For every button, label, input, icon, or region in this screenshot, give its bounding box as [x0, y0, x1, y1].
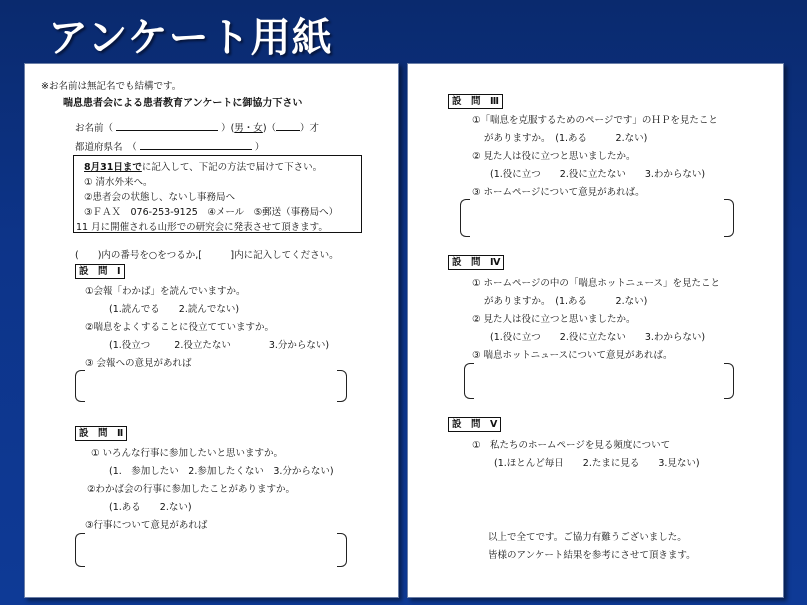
- notice-line-5: 11 月に開催される山形での研究会に発表させて頂きます。: [76, 222, 328, 233]
- q1-item-2: ②喘息をよくすることに役立てていますか。: [85, 322, 275, 333]
- q5-item-1: ① 私たちのホームページを見る頻度について: [472, 440, 671, 451]
- closing-line-1: 以上で全てです。ご協力有難うございました。: [488, 532, 687, 543]
- name-label: お名前（: [75, 123, 114, 134]
- gender-options[interactable]: 男・女: [234, 123, 263, 134]
- question-5-heading: 設 問 Ⅴ: [448, 417, 501, 432]
- age-close: ）才: [300, 123, 320, 134]
- name-close: ）(: [221, 123, 235, 134]
- question-1-heading: 設 問 Ⅰ: [75, 264, 125, 279]
- q2-comment-bracket-right: [337, 533, 347, 567]
- question-4-heading: 設 問 Ⅳ: [448, 255, 504, 270]
- questionnaire-page-right: [407, 63, 784, 598]
- name-field[interactable]: [116, 121, 218, 131]
- instruction: ( )内の番号を○をつるか,[ ]内に記入してください。: [75, 250, 339, 261]
- question-3-heading: 設 問 Ⅲ: [448, 94, 503, 109]
- question-2-heading: 設 問 Ⅱ: [75, 426, 127, 441]
- q1-option-3[interactable]: 3.分からない): [268, 340, 330, 351]
- q1-option-1[interactable]: (1.役立つ: [109, 340, 151, 351]
- q4-item-1-line-2[interactable]: がありますか。 (1.ある 2.ない): [484, 296, 648, 307]
- age-open: )（: [262, 123, 277, 134]
- q1-option-2[interactable]: 2.役立たない: [174, 340, 231, 351]
- notice-line-4: ③ＦＡＸ 076-253-9125 ④メール ⑤郵送（事務局へ）: [84, 207, 339, 218]
- q2-item-1-options[interactable]: (1. 参加したい 2.参加したくない 3.分からない): [109, 466, 334, 477]
- q3-item-1-line-1: ①「喘息を克服するためのページです」のＨＰを見たこと: [472, 115, 718, 126]
- q4-item-3: ③ 喘息ホットニュースについて意見があれば。: [472, 350, 673, 361]
- q3-item-3: ③ ホームページについて意見があれば。: [472, 187, 645, 198]
- q2-item-3: ③行事について意見があれば: [85, 520, 208, 531]
- age-field[interactable]: [276, 121, 300, 131]
- submission-notice-box: [73, 155, 362, 233]
- q1-item-2-options[interactable]: [109, 337, 329, 351]
- prefecture-label: 都道府県名 （: [75, 142, 137, 153]
- prefecture-field[interactable]: [140, 140, 252, 150]
- notice-line-1-text: に記入して、下記の方法で届けて下さい。: [141, 162, 323, 173]
- q3-comment-bracket-left: [460, 199, 470, 237]
- anonymous-note: ※お名前は無記名でも結構です。: [41, 81, 182, 92]
- q1-comment-bracket-right: [337, 370, 347, 402]
- q5-item-1-options[interactable]: (1.ほとんど毎日 2.たまに見る 3.見ない): [494, 458, 700, 469]
- questionnaire-page-left: [24, 63, 399, 598]
- closing-line-2: 皆様のアンケート結果を参考にさせて頂きます。: [488, 550, 696, 561]
- q1-comment-field[interactable]: [85, 370, 335, 402]
- q2-item-1: ① いろんな行事に参加したいと思いますか。: [91, 448, 284, 459]
- notice-line-1: [84, 159, 322, 173]
- deadline: 8月31日まで: [84, 162, 142, 173]
- q2-comment-bracket-left: [75, 533, 85, 567]
- q3-item-2-options[interactable]: (1.役に立つ 2.役に立たない 3.わからない): [490, 169, 706, 180]
- q2-item-2: ②わかば会の行事に参加したことがありますか。: [87, 484, 296, 495]
- q2-comment-field[interactable]: [85, 533, 335, 567]
- q2-item-2-options[interactable]: (1.ある 2.ない): [109, 502, 192, 513]
- slide-title: アンケート用紙: [48, 15, 333, 61]
- q3-comment-field[interactable]: [470, 199, 722, 237]
- q1-item-1-options[interactable]: (1.読んでる 2.読んでない): [109, 304, 240, 315]
- notice-line-2: ① 清水外来へ。: [84, 177, 153, 188]
- q3-item-2: ② 見た人は役に立つと思いましたか。: [472, 151, 636, 162]
- survey-title: 喘息患者会による患者教育アンケートに御協力下さい: [63, 98, 303, 109]
- q3-comment-bracket-right: [724, 199, 734, 237]
- q1-comment-bracket-left: [75, 370, 85, 402]
- prefecture-close: ）: [254, 142, 265, 153]
- q4-item-2: ② 見た人は役に立つと思いましたか。: [472, 314, 636, 325]
- prefecture-row: [75, 139, 264, 153]
- q4-comment-bracket-right: [724, 363, 734, 399]
- name-row: [75, 120, 319, 134]
- q4-comment-bracket-left: [464, 363, 474, 399]
- q3-item-1-line-2[interactable]: がありますか。 (1.ある 2.ない): [484, 133, 648, 144]
- q1-item-1: ①会報「わかば」を読んでいますか。: [85, 286, 246, 297]
- q4-comment-field[interactable]: [474, 363, 722, 399]
- q4-item-1-line-1: ① ホームページの中の「喘息ホットニュース」を見たこと: [472, 278, 720, 289]
- q1-item-3: ③ 会報への意見があれば: [85, 358, 192, 369]
- q4-item-2-options[interactable]: (1.役に立つ 2.役に立たない 3.わからない): [490, 332, 706, 343]
- notice-line-3: ②患者会の状態し、ないし事務局へ: [84, 192, 236, 203]
